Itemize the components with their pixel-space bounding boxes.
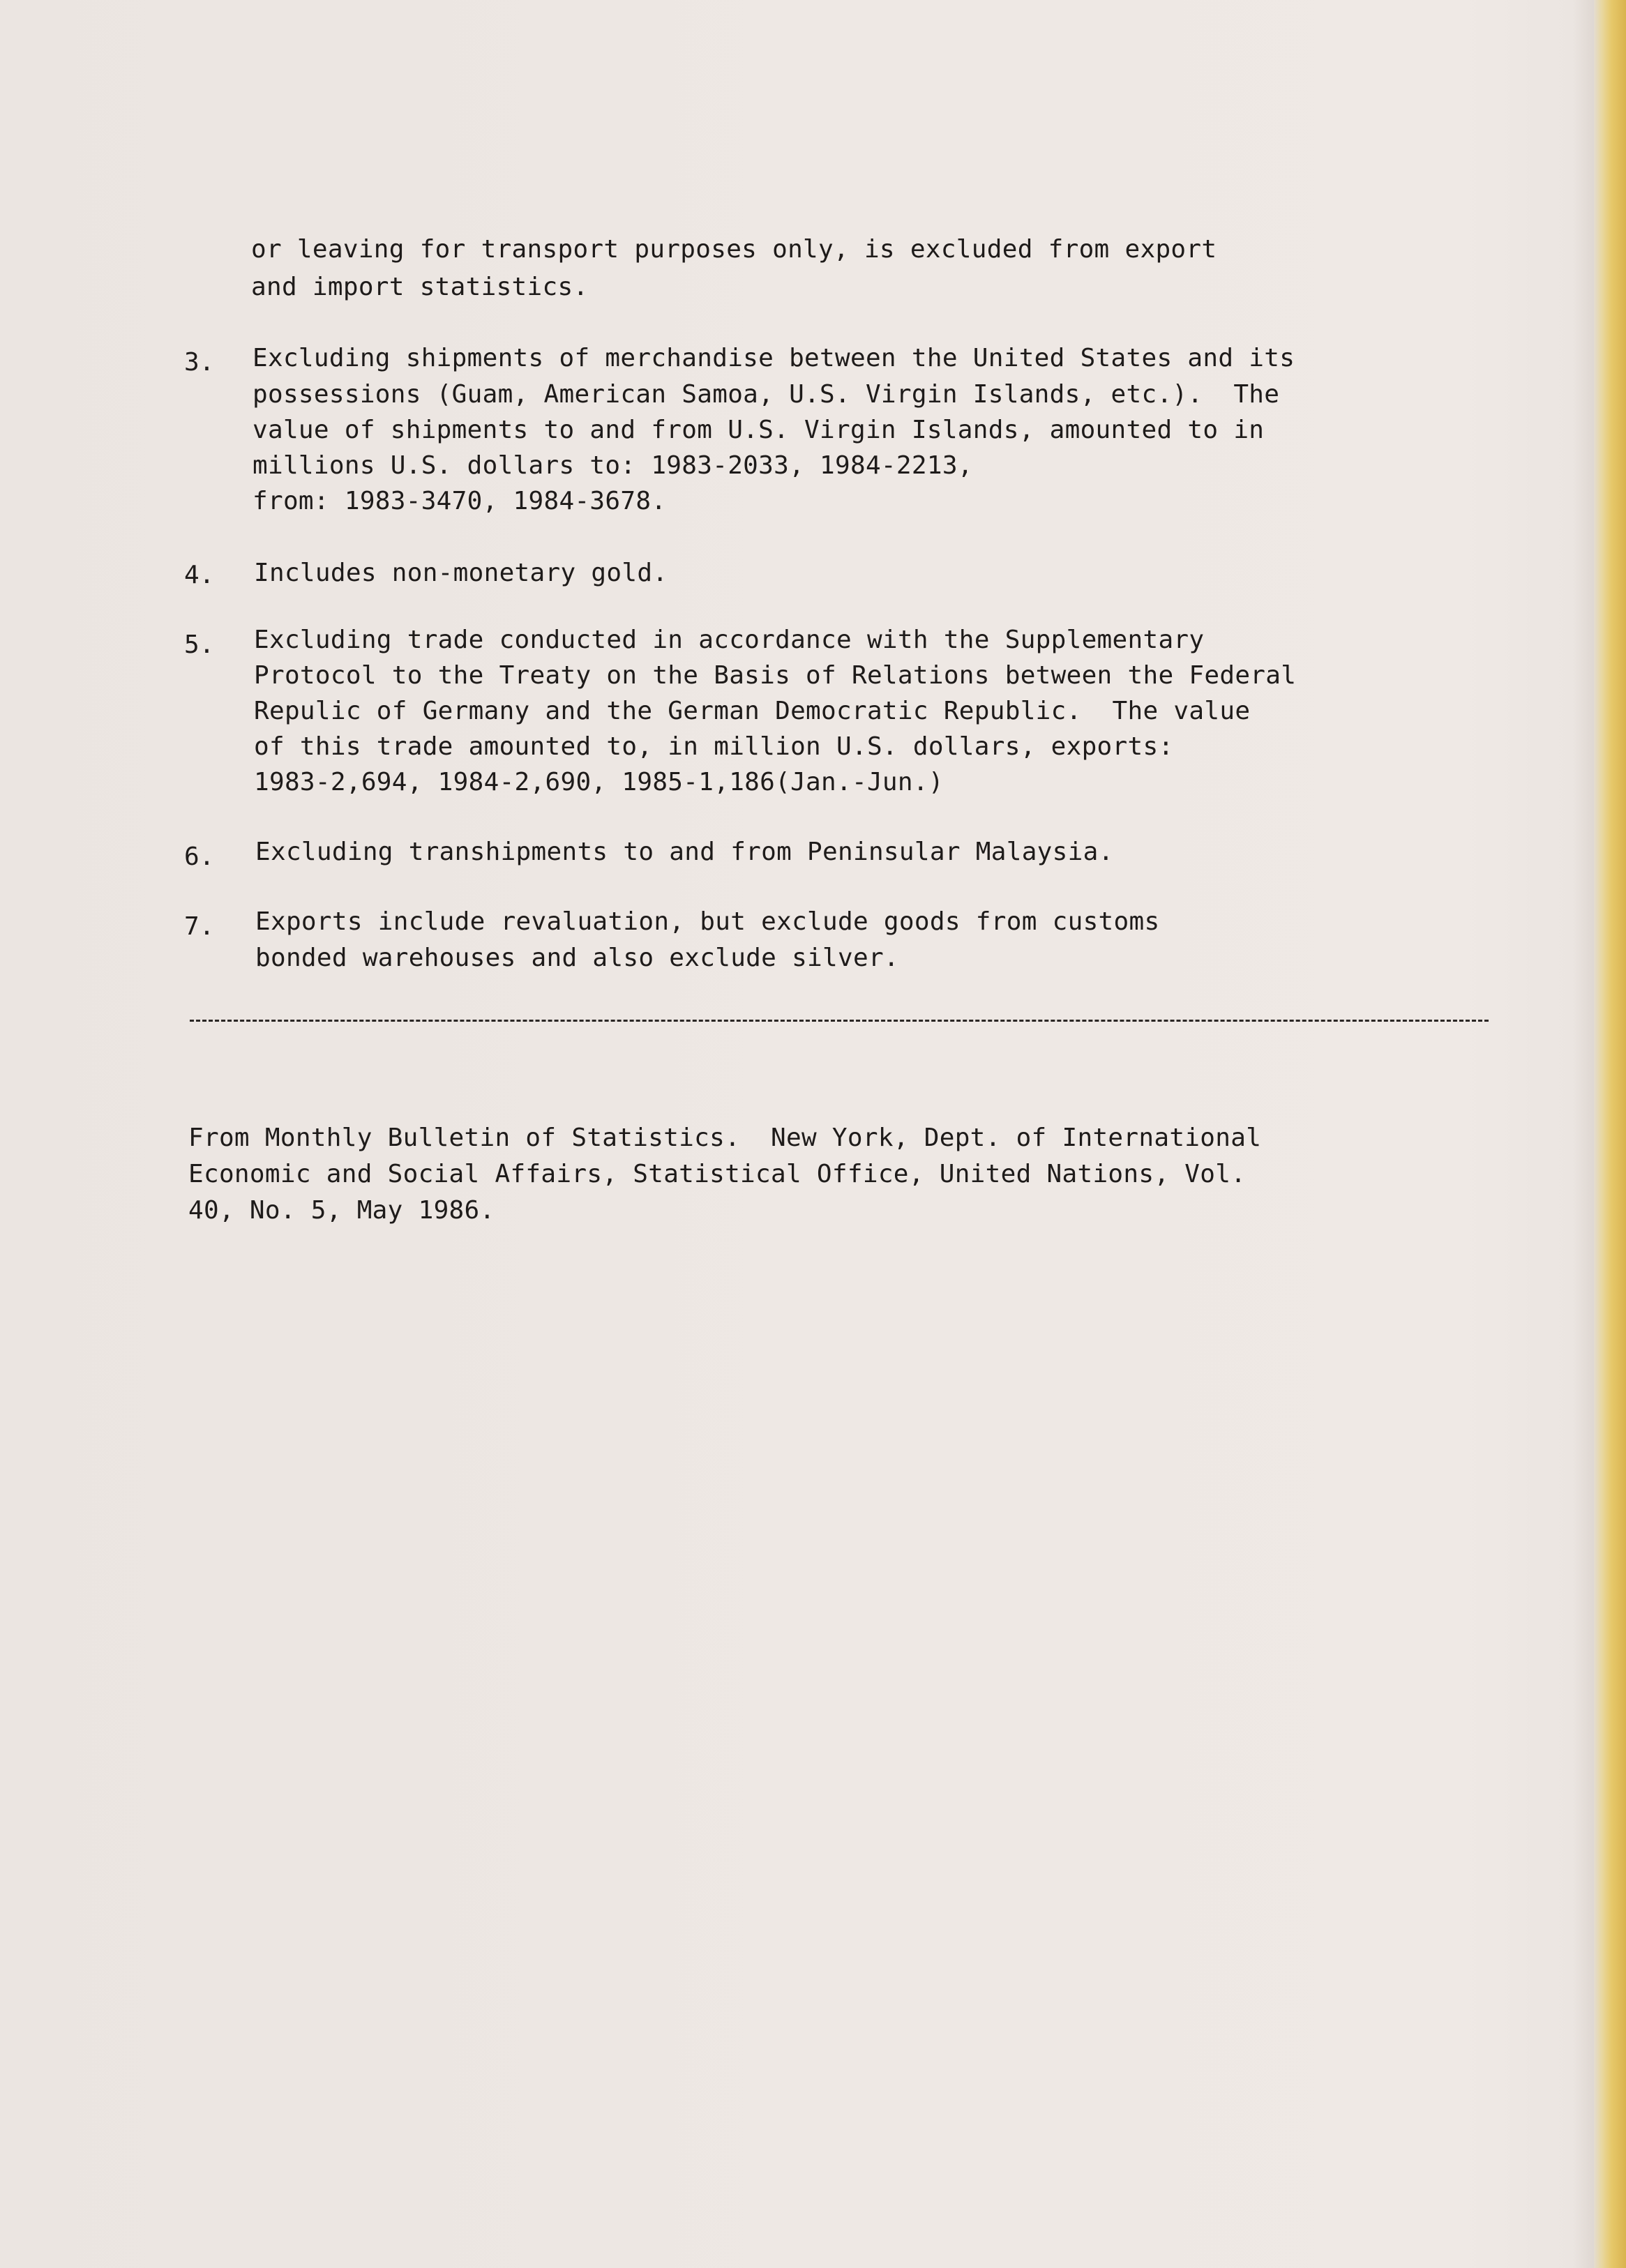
page-edge-shadow — [1573, 0, 1594, 2268]
intro-line-2: and import statistics. — [251, 273, 589, 301]
page-binding-edge — [1594, 0, 1626, 2268]
note-3-line-4: millions U.S. dollars to: 1983-2033, 1984-2213, — [253, 451, 973, 480]
note-4-number: 4. — [184, 561, 215, 589]
note-3-line-5: from: 1983-3470, 1984-3678. — [253, 487, 667, 515]
note-5-line-1: Excluding trade conducted in accordance with the Supplementary — [254, 626, 1205, 654]
source-line-3: 40, No. 5, May 1986. — [188, 1196, 495, 1225]
note-6-number: 6. — [184, 842, 215, 871]
note-5-line-5: 1983-2,694, 1984-2,690, 1985-1,186(Jan.-Jun.) — [254, 768, 944, 796]
source-line-2: Economic and Social Affairs, Statistical Office, United Nations, Vol. — [188, 1160, 1247, 1188]
note-5-number: 5. — [184, 630, 215, 659]
note-7-line-2: bonded warehouses and also exclude silver. — [255, 944, 899, 972]
dashed-divider — [190, 1020, 1489, 1022]
note-5-line-2: Protocol to the Treaty on the Basis of Relations between the Federal — [254, 661, 1297, 690]
show-through-block-1 — [802, 188, 1360, 342]
intro-line-1: or leaving for transport purposes only, is excluded from export — [251, 235, 1217, 264]
note-4-line-1: Includes non-monetary gold. — [254, 559, 668, 587]
note-3-line-2: possessions (Guam, American Samoa, U.S. Virgin Islands, etc.). The — [253, 380, 1280, 409]
source-line-1: From Monthly Bulletin of Statistics. New York, Dept. of International — [188, 1124, 1262, 1152]
note-7-number: 7. — [184, 912, 215, 941]
note-3-line-3: value of shipments to and from U.S. Virgin Islands, amounted to in — [253, 416, 1265, 444]
note-3-line-1: Excluding shipments of merchandise between the United States and its — [253, 344, 1295, 372]
note-5-line-4: of this trade amounted to, in million U.S. dollars, exports: — [254, 732, 1174, 761]
note-3-number: 3. — [184, 348, 215, 377]
note-5-line-3: Repulic of Germany and the German Democratic Republic. The value — [254, 697, 1251, 725]
note-7-line-1: Exports include revaluation, but exclude goods from customs — [255, 907, 1160, 936]
note-6-line-1: Excluding transhipments to and from Peninsular Malaysia. — [255, 838, 1114, 866]
